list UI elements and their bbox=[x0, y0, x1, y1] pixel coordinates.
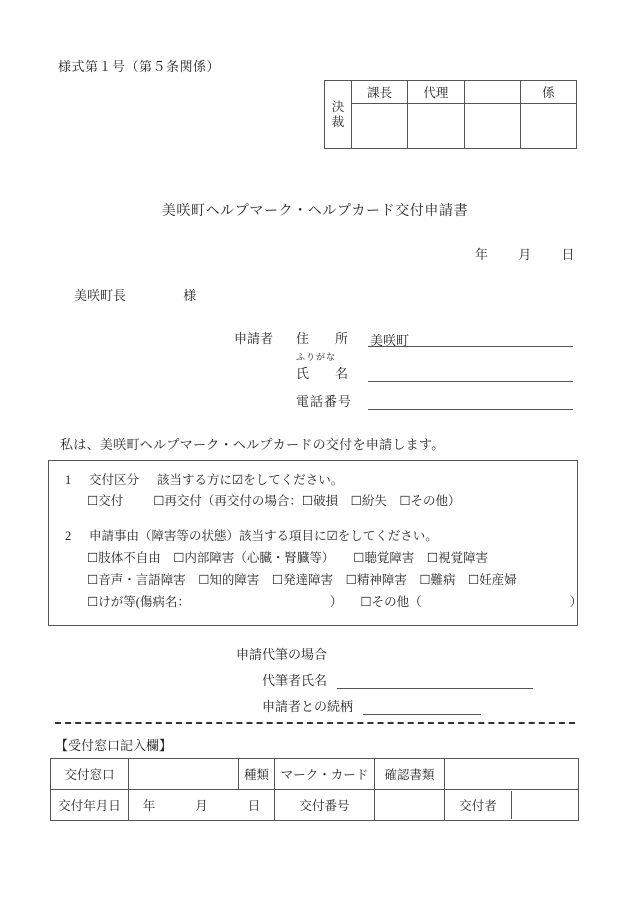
approval-vertical-label bbox=[325, 81, 352, 149]
approval-vertical-char-2: 裁 bbox=[331, 114, 345, 129]
date-month-label: 月 bbox=[518, 247, 532, 262]
addressee-office: 美咲町長 bbox=[74, 288, 127, 303]
section1-option-new[interactable]: ☐交付 bbox=[87, 494, 124, 508]
proxy-name-label: 代筆者氏名 bbox=[262, 673, 328, 688]
date-year-label: 年 bbox=[474, 247, 489, 262]
proxy-relation-label: 申請者との続柄 bbox=[262, 699, 354, 714]
applicant-section-label: 申請者 bbox=[234, 331, 274, 346]
date-day-label: 日 bbox=[561, 247, 575, 262]
section2-injury-close: ） bbox=[329, 595, 343, 609]
approval-stamp-table bbox=[324, 80, 577, 149]
section1-options bbox=[87, 491, 461, 509]
reception-office-table bbox=[50, 758, 579, 821]
approval-vertical-char-1: 決 bbox=[331, 100, 345, 115]
applicant-block bbox=[234, 328, 573, 419]
applicant-name-row bbox=[234, 352, 573, 382]
section1-number: 1 bbox=[65, 473, 72, 487]
issue-date-day: 日 bbox=[247, 799, 261, 813]
reception-section-heading: 【受付窓口記入欄】 bbox=[55, 738, 173, 753]
date-line bbox=[475, 244, 575, 263]
issuer-cell-wrapper bbox=[445, 790, 579, 821]
reception-window-value[interactable] bbox=[129, 759, 239, 790]
proxy-name-input[interactable] bbox=[337, 672, 533, 689]
approval-cell-kakari[interactable] bbox=[520, 104, 576, 149]
section1-instruction: 該当する方に☑をしてください。 bbox=[157, 473, 344, 487]
form-number: 様式第１号（第５条関係） bbox=[58, 59, 221, 74]
section2-heading bbox=[65, 526, 438, 544]
approval-col-dairi: 代理 bbox=[408, 81, 464, 104]
section2-instruction: 該当する項目に☑をしてください。 bbox=[239, 529, 438, 543]
reception-row-2 bbox=[51, 790, 579, 821]
section1-title: 交付区分 bbox=[89, 473, 140, 487]
application-details-box bbox=[48, 460, 583, 626]
section1-option-reissue[interactable]: ☐再交付（再交付の場合：☐破損 ☐紛失 ☐その他） bbox=[153, 494, 461, 508]
applicant-phone-input[interactable] bbox=[368, 393, 573, 410]
issue-date-year: 年 bbox=[142, 799, 156, 813]
applicant-phone-row bbox=[234, 391, 573, 410]
section2-title: 申請事由（障害等の状態） bbox=[89, 529, 240, 543]
applicant-name-input[interactable] bbox=[368, 365, 573, 382]
reception-window-label: 交付窓口 bbox=[51, 759, 129, 790]
reception-documents-label: 確認書類 bbox=[375, 759, 445, 790]
approval-cell-dairi[interactable] bbox=[408, 104, 464, 149]
applicant-phone-label: 電話番号 bbox=[296, 394, 353, 409]
issue-number-value[interactable] bbox=[375, 790, 445, 821]
approval-header-row bbox=[325, 81, 577, 104]
issuer-value[interactable] bbox=[512, 791, 579, 819]
proxy-heading: 申請代筆の場合 bbox=[236, 647, 328, 662]
section2-row-2[interactable]: ☐音声・言語障害 ☐知的障害 ☐発達障害 ☐精神障害 ☐難病 ☐妊産婦 bbox=[87, 573, 517, 587]
addressee bbox=[74, 285, 196, 304]
approval-col-kacho: 課長 bbox=[352, 81, 408, 104]
section2-row-3 bbox=[87, 592, 582, 610]
reception-type-value[interactable]: マーク・カード bbox=[275, 759, 375, 790]
reception-documents-value[interactable] bbox=[445, 759, 579, 790]
section1-heading bbox=[65, 470, 343, 488]
declaration-text: 私は、美咲町ヘルプマーク・ヘルプカードの交付を申請します。 bbox=[60, 437, 445, 452]
addressee-honorific: 様 bbox=[183, 288, 197, 303]
reception-row-1 bbox=[51, 759, 579, 790]
applicant-name-label: 氏 名 bbox=[296, 366, 349, 381]
section2-number: 2 bbox=[65, 529, 72, 543]
approval-cell-kacho[interactable] bbox=[352, 104, 408, 149]
section2-row-1[interactable]: ☐肢体不自由 ☐内部障害（心臓・腎臓等） ☐聴覚障害 ☐視覚障害 bbox=[87, 551, 489, 565]
applicant-address-label: 住 所 bbox=[296, 331, 349, 346]
document-title: 美咲町ヘルプマーク・ヘルプカード交付申請書 bbox=[161, 204, 469, 219]
proxy-writer-block bbox=[236, 644, 533, 722]
issue-date-value[interactable] bbox=[129, 790, 275, 821]
furigana-label: ふりがな bbox=[296, 352, 337, 362]
proxy-name-row bbox=[236, 670, 533, 689]
proxy-relation-row bbox=[236, 696, 533, 715]
issuer-label: 交付者 bbox=[445, 791, 512, 819]
approval-col-kakari: 係 bbox=[520, 81, 576, 104]
section2-injury-open[interactable]: ☐けが等(傷病名： bbox=[87, 595, 190, 609]
applicant-address-input[interactable]: 美咲町 bbox=[368, 330, 573, 347]
approval-body-row bbox=[325, 104, 577, 149]
issue-number-label: 交付番号 bbox=[275, 790, 375, 821]
section2-other-close: ） bbox=[569, 595, 583, 609]
issue-date-label: 交付年月日 bbox=[51, 790, 129, 821]
section2-other-open[interactable]: ☐その他（ bbox=[360, 595, 422, 609]
approval-col-blank bbox=[464, 81, 520, 104]
reception-type-label: 種類 bbox=[239, 759, 275, 790]
issue-date-month: 月 bbox=[195, 799, 208, 813]
proxy-relation-input[interactable] bbox=[363, 698, 481, 715]
approval-cell-blank[interactable] bbox=[464, 104, 520, 149]
cut-line-divider bbox=[55, 722, 575, 724]
applicant-address-row bbox=[234, 328, 573, 347]
